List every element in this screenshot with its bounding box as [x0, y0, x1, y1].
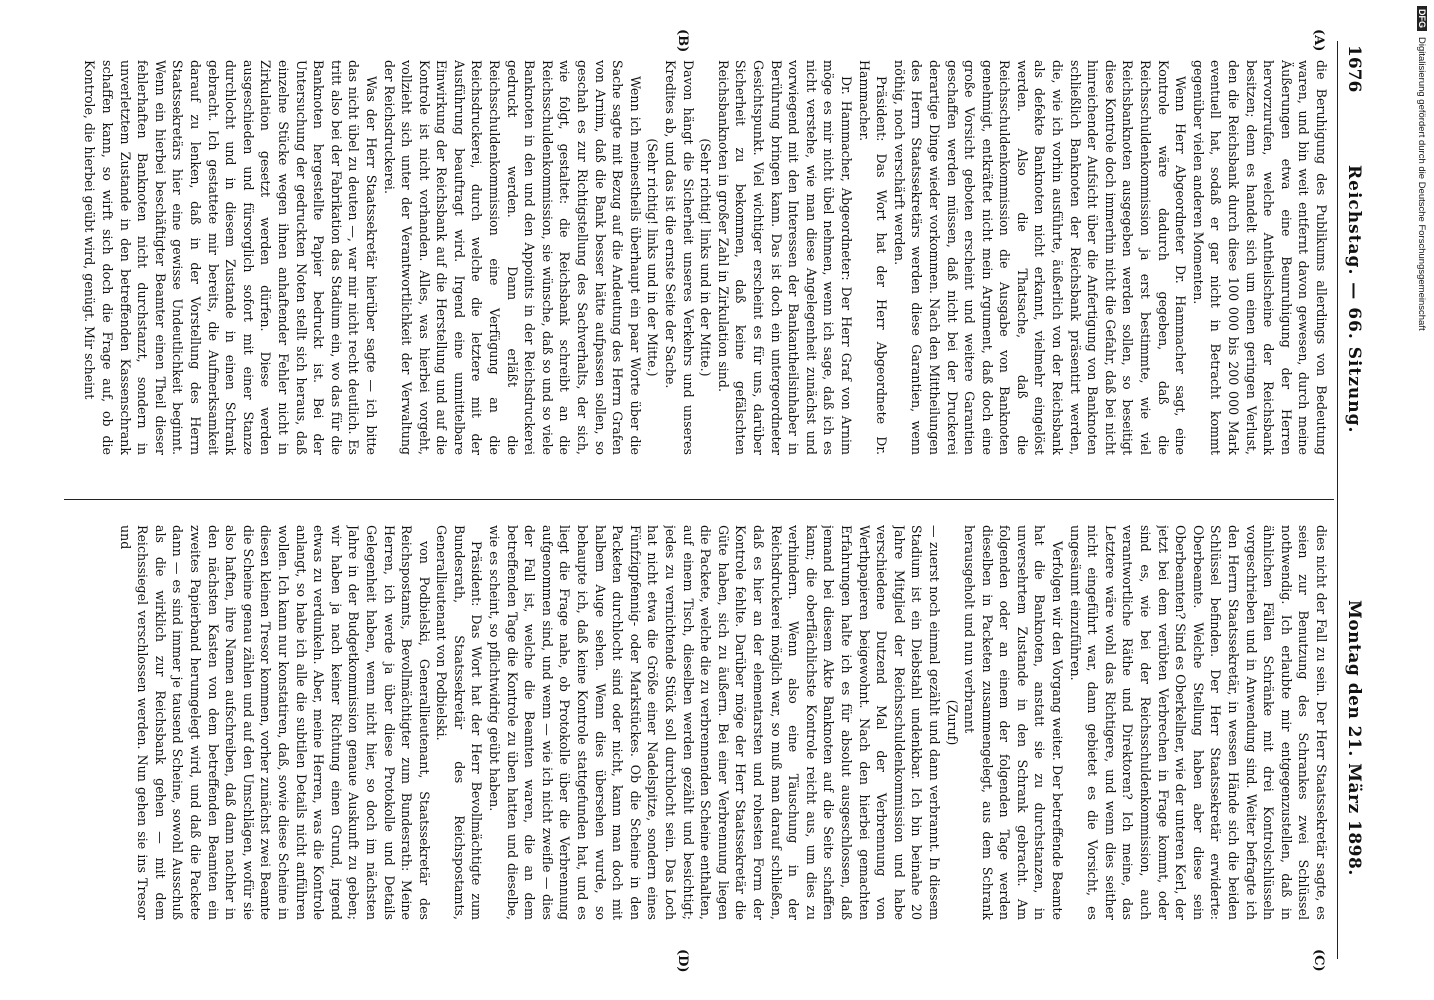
- paragraph: von Podbielski, Generallieutenant, Staatssekretär des Reichspostamts, Bevollmächtigter zum Bundesrath: Meine Herren, ich werde ja über diese Protokolle und Details Gelegenheit haben, wenn nicht hier, so doch im nächsten Jahre in der Budgetkommission genaue Auskunft zu geben; wir haben ja nach keiner Richtung einen Grund, irgend etwas zu verdunkeln. Aber, meine Herren, was die Kontrole anlangt, so habe ich alle die subtilen Details nicht anführen wollen. Ich kann nur konstatiren, daß, sowie diese Scheine in diesen kleinen Tresor kommen, vorher zunächst zwei Beamte die Scheine genau zählen und auf den Umschlägen, wofür sie also haften, ihre Namen aufschreiben, daß dann nachher in den nächsten Kasten von dem betreffenden Beamten ein zweites Papierband herumgelegt wird, und daß die Packete dann — es sind immer je tausend Scheine, sowohl Ausschuß als die wirklich zur Reichsbank gehen — mit dem Reichssiegel verschlossen werden. Nun gehen sie ins Tresor und: [117, 525, 432, 920]
- paragraph: Was der Herr Staatssekretär hierüber sagte — ich bitte das nicht übel zu deuten —, war mir nicht recht deutlich. Es tritt also bei der Fabrikation das Stadium ein, wo das für die Banknoten hergestellte Papier bedruckt ist. Bei der Untersuchung der gedruckten Noten stellt sich heraus, daß einzelne Stücke wegen ihnen anhaftender Fehler nicht in Zirkulation gesetzt werden dürfen. Diese werden ausgeschieden und fürsorglich sofort mit einer Stanze durchlocht und in diesem Zustande in einen Schrank gebracht. Ich gestattete mir bereits, die Aufmerksamkeit darauf zu lenken, daß in der Vorstellung des Herrn Staatssekretärs hier eine gewisse Undeutlichkeit beginnt. Wenn ein hierbei beschäftigter Beamter einen Theil dieser fehlerhaften Banknoten nicht durchstanzt, sondern in unverletztem Zustande in den betreffenden Kassenschrank schaffen kann, so wirft sich doch die Frage auf, ob die Kontrole, die hierbei geübt wird, genügt. Mir scheint: [82, 60, 379, 455]
- paragraph: dies nicht der Fall zu sein. Der Herr Staatssekretär sagte, es seien zur Benutzung des Schrankes zwei Schlüssel nothwendig. Ich erlaubte mir entgegenzustellen, daß in ähnlichen Fällen Schränke mit drei Kontrolschlüsseln vorgeschrieben und in Anwendung sind. Weiter befragte ich den Herrn Staatssekretär, in wessen Hände sich die beiden Schlüssel befinden. Der Herr Staatssekretär erwiderte: Oberbeamte. Welche Stellung haben aber diese sein Oberbeamten? Sind es Oberkellner, wie der unteren Kerl, der jetzt bei dem verübten Verbrechen in Frage kommt, oder sind es, wie bei der Reichsschuldenkommission, auch verantwortliche Räthe und Direktoren? Ich meine, das Letztere wäre wohl das Richtigere, und wenn dies seither nicht eingeführt war, dann gebietet es die Vorsicht, es ungesäumt einzuführen.: [1067, 525, 1329, 920]
- column-rule: [64, 499, 1334, 500]
- paragraph: — zuerst noch einmal gezählt und dann verbrannt. In diesem Stadium ist ein Diebstahl undenkbar. Ich bin beinahe 20 Jahre Mitglied der Reichsschuldenkommission und habe verschiedene Dutzend Mal der Verbrennung von Werthpapieren beigewohnt. Nach den hierbei gemachten Erfahrungen halte ich es für absolut ausgeschlossen, daß jemand bei diesem Akte Banknoten auf die Seite schaffen kann; die oberflächlichste Kontrole reicht aus, um dies zu verhindern. Wenn also eine Täuschung in der Reichsdruckerei möglich war, so muß man darauf schließen, daß es hier an der elementarsten und rohesten Form der Kontrole fehlte. Darüber möge der Herr Staatssekretär die Güte haben, sich zu äußern. Bei einer Verbrennung liegen die Packete, welche die zu verbrennenden Scheine enthalten, auf einem Tisch, dieselben werden gezählt und besichtigt; jedes zu vernichtende Stück soll durchlocht sein. Das Loch hat nicht etwa die Größe einer Nadelspitze, sondern eines Fünfzigpfennig- oder Markstückes. Ob die Scheine in den Packeten durchlocht sind oder nicht, kann man doch mit halbem Auge sehen. Wenn dies übersehen wurde, so behaupte ich, daß keine Kontrole stattgefunden hat, und es liegt die Frage nahe, ob Protokolle über die Verbrennung aufgenommen sind, und wenn — wie ich nicht zweifle — dies der Fall ist, welche die Beamten waren, die an dem betreffenden Tage die Kontrole zu üben hatten und dieselbe, wie es scheint, so pflichtwidrig geübt haben.: [487, 525, 942, 920]
- attribution-text: Digitalisierung gefördert durch die Deutsche Forschungsgemeinschaft: [1416, 37, 1427, 331]
- margin-marker-d: (D): [675, 949, 690, 973]
- page-number: 1676: [1344, 45, 1364, 93]
- session-date: Montag den 21. März 1898.: [1344, 600, 1364, 876]
- margin-marker-b: (B): [675, 29, 690, 53]
- right-text-column: [68, 525, 1330, 920]
- paragraph: Präsident: Das Wort hat der Herr Abgeordnete Dr. Hammacher.: [856, 60, 890, 455]
- paragraph: Dr. Hammacher, Abgeordneter: Der Herr Graf von Arnim möge es mir nicht übel nehmen, wenn ich sage, daß ich es nicht verstehe, wie man diese Angelegenheit zunächst und vorwiegend mit den Interessen der Bankantheilsinhaber in Berührung bringen kann. Das ist doch ein untergeordneter Gesichtspunkt. Viel wichtiger erscheint es für uns, darüber Sicherheit zu bekommen, daß keine gefälschten Reichsbanknoten in großer Zahl in Zirkulation sind.: [715, 60, 854, 455]
- paragraph: die Beruhigung des Publikums allerdings von Bedeutung waren, und bin weit entfernt davon gewesen, durch meine Äußerungen etwa eine Beunruhigung der Herren hervorzurufen, welche Antheilscheine der Reichsbank besitzen; denn es handelt sich um einen geringen Verlust, den die Reichsbank durch diese 100 000 bis 200 000 Mark eventuell hat, sodaß er gar nicht in Betracht kommt gegenüber vielen anderen Momenten.: [1190, 60, 1329, 455]
- paragraph: Präsident: Das Wort hat der Herr Bevollmächtigte zum Bundesrath, Staatssekretär des Reichspostamts, Generallieutenant von Podbielski.: [434, 525, 485, 920]
- paragraph: Davon hängt die Sicherheit unseres Verkehrs und unseres Kredites ab, und das ist die ernste Seite der Sache.: [663, 60, 696, 455]
- interjection: (Zuruf): [944, 699, 960, 746]
- interjection: (Sehr richtig! links und in der Mitte.): [645, 138, 661, 377]
- newspaper-page: [52, 15, 1382, 985]
- paragraph: Wenn Herr Abgeordneter Dr. Hammacher sagt, eine Kontrole wäre dadurch gegeben, daß die Reichsschuldenkommission ja erst bestimmte, wie viel Reichsbanknoten ausgegeben werden sollen, so beseitigt diese Kontrole doch immerhin nicht die Gefahr, daß bei nicht hinreichender Aufsicht über die Anfertigung von Banknoten schließlich Banknoten der Reichsbank präsentirt werden, die, wie ich vorhin ausführte, äußerlich von der Reichsbank als defekte Banknoten nicht erkannt, vielmehr eingelöst werden. Also die Thatsache, daß die Reichsschuldenkommission die Ausgabe von Banknoten genehmigt, entkräftet nicht mein Argument, daß doch eine große Vorsicht geboten erscheint und weitere Garantien geschaffen werden müssen, daß nicht bei der Druckerei derartige Dinge wieder vorkommen. Nach den Mittheilungen des Herrn Staatssekretärs werden diese Garantien, wenn nöthig, noch verschärft werden.: [891, 60, 1189, 455]
- attribution-strip: [1408, 6, 1434, 996]
- margin-marker-c: (C): [1311, 949, 1326, 972]
- header-rule: [1337, 41, 1338, 959]
- margin-marker-a: (A): [1311, 29, 1326, 52]
- session-title: Reichstag. — 66. Sitzung.: [1344, 165, 1364, 434]
- left-text-column: [68, 60, 1330, 455]
- dfg-logo: DFG: [1417, 6, 1427, 31]
- paragraph: Wenn ich meinestheils überhaupt ein paar Worte über die Sache sagte mit Bezug auf die Andeutung des Herrn Grafen von Arnim, daß die Bank besser hätte aufpassen sollen, so geschah es zur Richtigstellung des Sachverhalts, der sich, wie folgt, gestaltet: die Reichsbank schreibt an die Reichsschuldenkommission, sie wünsche, daß so und so viele Banknoten in den und den Appoints in der Reichsdruckerei gedruckt werden. Dann erläßt die Reichsschuldenkommission eine Verfügung an die Reichsdruckerei, durch welche die letztere mit der Ausführung beauftragt wird. Irgend eine unmittelbare Einwirkung der Reichsbank auf die Herstellung und auf die Kontrole ist nicht vorhanden. Alles, was hierbei vorgeht, vollzieht sich unter der Verantwortlichkeit der Verwaltung der Reichsdruckerei.: [381, 60, 643, 455]
- interjection: (Sehr richtig! links und in der Mitte.): [698, 138, 714, 377]
- paragraph: Verfolgen wir den Vorgang weiter. Der betreffende Beamte hat die Banknoten, anstatt sie zu durchstanzen, in unversehrtem Zustande in den Schrank gebracht. Am folgenden oder an einem der folgenden Tage werden dieselben in Packeten zusammengelegt, aus dem Schrank herausgeholt und nun verbrannt: [962, 525, 1066, 920]
